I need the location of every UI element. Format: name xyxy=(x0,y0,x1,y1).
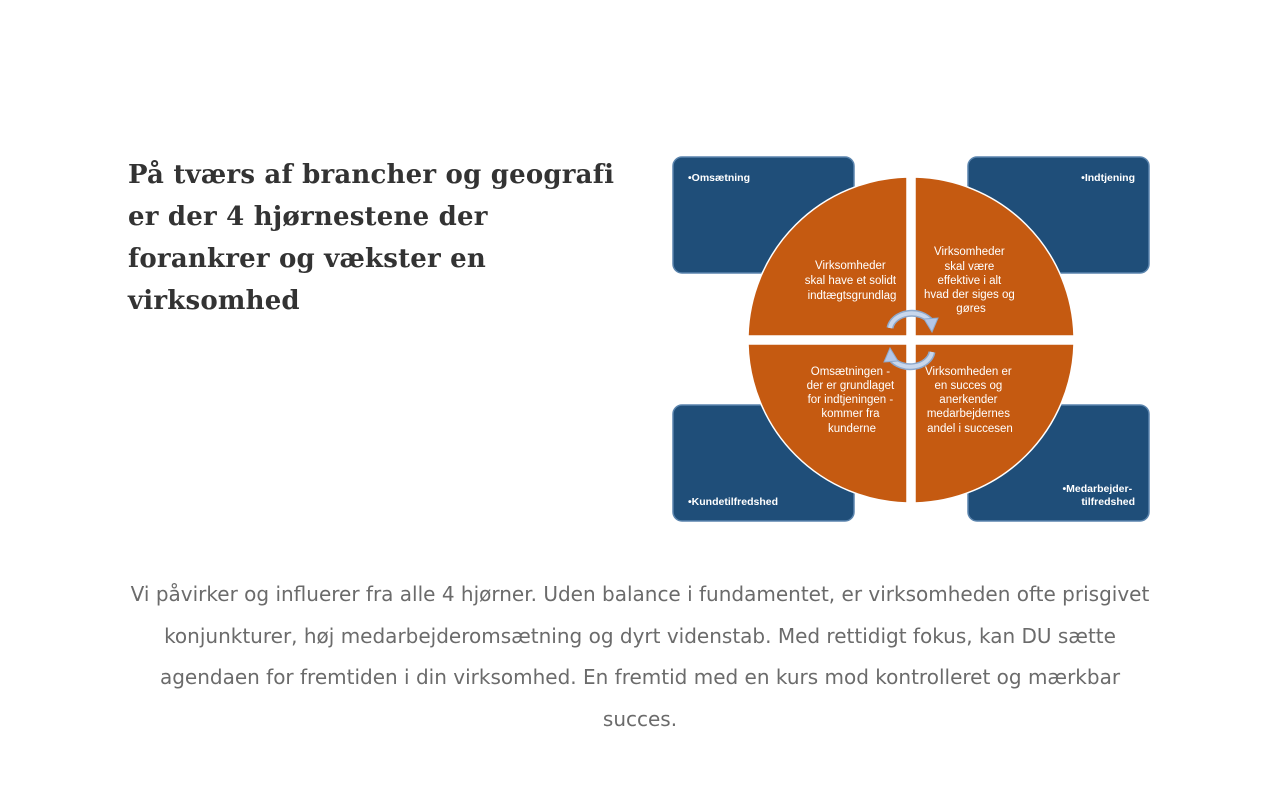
quadrant-text-line: anerkender xyxy=(939,394,998,406)
corner-label-top-left: •Omsætning xyxy=(688,172,751,184)
quadrant-text-top-left xyxy=(805,260,900,302)
body-paragraph: Vi påvirker og influerer fra alle 4 hjørner. Uden balance i fundamentet, er virksomheden ofte prisgivet konjunkturer, høj medarbejderomsætning og dyrt videnstab. Med rettidigt fokus, kan DU sætte agendaen for fremtiden i din virksomhed. En fremtid med en kurs mod kontrolleret og mærkbar succes. xyxy=(130,582,1150,731)
quadrant-text-line: Virksomheder xyxy=(934,246,1005,258)
quadrant-text-line: en succes og xyxy=(934,380,1003,392)
quadrant-text-line: Virksomheden er xyxy=(925,366,1012,378)
quadrant-text-line: for indtjeningen - xyxy=(807,394,894,406)
quadrant-text-line: kunderne xyxy=(828,423,876,435)
quadrant-text-line: kommer fra xyxy=(821,408,880,420)
quadrant-text-line: effektive i alt xyxy=(937,275,1002,287)
quadrant-text-line: gøres xyxy=(956,303,986,315)
corner-label-bottom-left: •Kundetilfredshed xyxy=(688,496,779,508)
corner-label-bottom-right-line: tilfredshed xyxy=(1081,496,1135,508)
quadrant-text-line: medarbejdernes xyxy=(926,408,1010,420)
quadrant-text-line: skal være xyxy=(944,261,995,273)
quadrant-text-line: Omsætningen - xyxy=(810,366,891,378)
quadrant-text-line: indtægtsgrundlag xyxy=(807,290,897,302)
cycle-arrows-icon xyxy=(884,313,938,366)
corner-label-top-right: •Indtjening xyxy=(1081,172,1135,184)
corner-label-bottom-right-line: •Medarbejder- xyxy=(1062,483,1133,495)
quadrant-text-line: hvad der siges og xyxy=(924,289,1015,301)
quadrant-text-line: der er grundlaget xyxy=(806,380,895,392)
quadrant-text-line: Virksomheder xyxy=(815,260,886,272)
cornerstones-diagram-graphic xyxy=(672,156,1152,524)
cornerstones-diagram xyxy=(672,156,1152,524)
quadrant-text-line: skal have et solidt xyxy=(804,275,897,287)
quadrant-text-line: andel i succesen xyxy=(927,423,1013,435)
page-heading: På tværs af brancher og geografi er der 4 hjørnestene der forankrer og vækster en virksomhed xyxy=(128,160,615,316)
